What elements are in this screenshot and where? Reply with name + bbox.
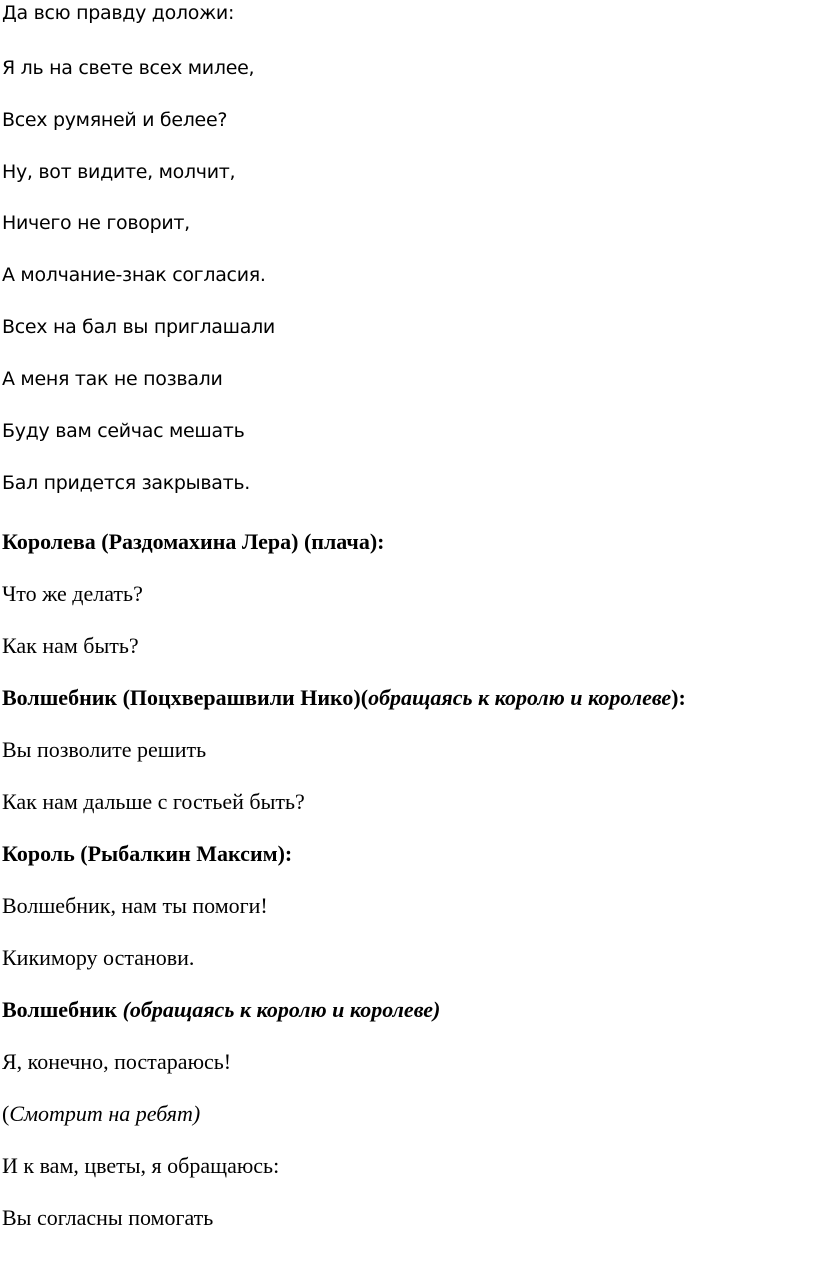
dialogue-line: Я, конечно, постараюсь!	[2, 1049, 232, 1074]
verse-line: Буду вам сейчас мешать	[2, 420, 245, 442]
dialogue-line: Волшебник, нам ты помоги!	[2, 893, 268, 918]
verse-line: Да всю правду доложи:	[2, 2, 235, 24]
dialogue-line: И к вам, цветы, я обращаюсь:	[2, 1153, 280, 1178]
dialogue-line: Как нам быть?	[2, 633, 139, 658]
dialogue-line: Как нам дальше с гостьей быть?	[2, 789, 305, 814]
dialogue-line: Вы согласны помогать	[2, 1205, 214, 1230]
verse-line: Я ль на свете всех милее,	[2, 57, 255, 79]
dialogue-line: Кикимору останови.	[2, 945, 195, 970]
verse-line: Всех румяней и белее?	[2, 109, 228, 131]
verse-line: Ничего не говорит,	[2, 212, 190, 234]
verse-line: А молчание-знак согласия.	[2, 264, 266, 286]
verse-line: Ну, вот видите, молчит,	[2, 161, 236, 183]
stage-direction: обращаясь к королю и королеве	[368, 685, 672, 710]
dialogue-line: Вы позволите решить	[2, 737, 207, 762]
speaker-heading-king: Король (Рыбалкин Максим):	[2, 841, 293, 866]
speaker-heading-queen: Королева (Раздомахина Лера) (плача):	[2, 529, 385, 554]
speaker-suffix: ):	[671, 685, 686, 710]
verse-line: Всех на бал вы приглашали	[2, 316, 275, 338]
stage-direction: (обращаясь к королю и королеве)	[122, 997, 441, 1022]
stage-paren: (	[2, 1101, 10, 1126]
speaker-heading-wizard-2	[2, 997, 440, 1023]
verse-line: Бал придется закрывать.	[2, 472, 251, 494]
verse-line: А меня так не позвали	[2, 368, 223, 390]
stage-direction-line	[2, 1101, 200, 1127]
stage-direction: Смотрит на ребят)	[9, 1101, 201, 1126]
speaker-name: Волшебник (Поцхверашвили Нико)(	[2, 685, 369, 710]
speaker-heading-wizard	[2, 685, 686, 711]
dialogue-line: Что же делать?	[2, 581, 143, 606]
speaker-name: Волшебник	[2, 997, 118, 1022]
